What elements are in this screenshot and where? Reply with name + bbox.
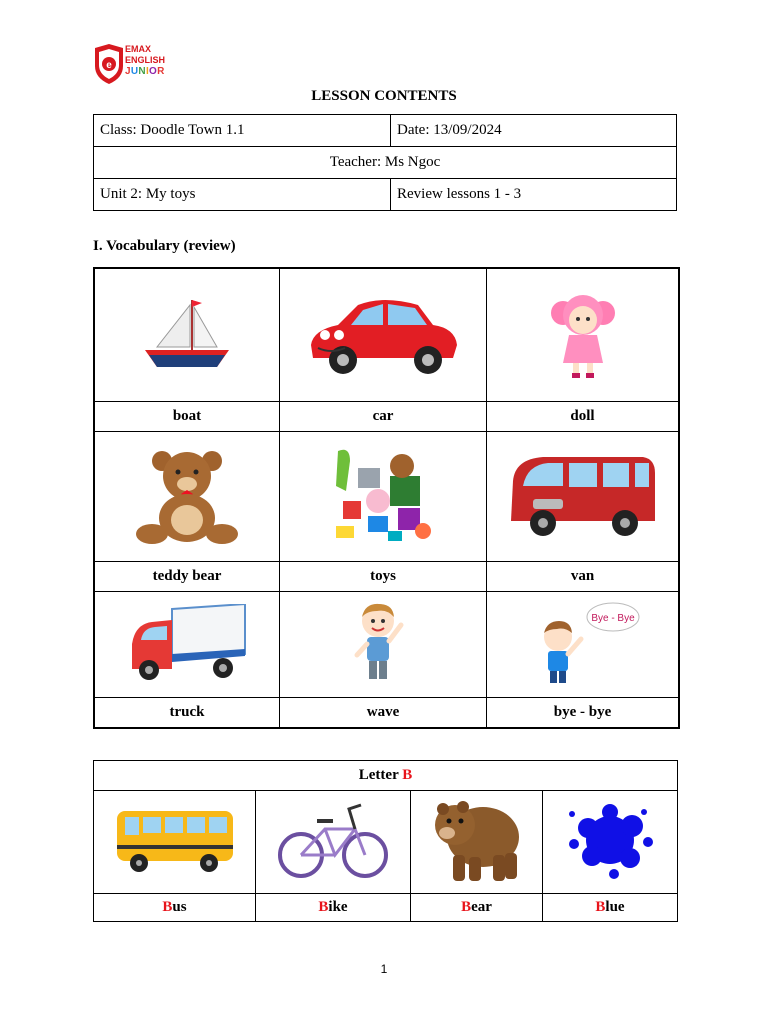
letter-word-first: B <box>595 899 606 915</box>
section-heading: I. Vocabulary (review) <box>93 238 236 254</box>
letter-image-cell <box>256 791 411 894</box>
vocab-word: doll <box>487 401 680 431</box>
letter-image-cell <box>543 791 678 894</box>
wave-icon <box>343 599 423 689</box>
bye-bye-icon <box>523 599 643 689</box>
vocab-word: wave <box>280 697 487 728</box>
vocab-word: teddy bear <box>94 561 280 591</box>
date-cell: Date: 13/09/2024 <box>391 115 677 147</box>
vocab-image-cell <box>280 591 487 697</box>
vocab-word: truck <box>94 697 280 728</box>
bike-icon <box>277 799 389 881</box>
letter-word-rest: ike <box>328 899 348 915</box>
letter-word-rest: ear <box>471 899 492 915</box>
letter-word-first: B <box>461 899 472 915</box>
vocab-image-cell <box>280 431 487 561</box>
vocab-image-cell <box>487 591 680 697</box>
letter-image-cell <box>411 791 543 894</box>
vocabulary-table <box>93 267 680 729</box>
letter-word-rest: us <box>172 899 187 915</box>
van-icon <box>503 451 663 541</box>
lesson-info-table <box>93 114 677 211</box>
boat-icon <box>137 295 237 375</box>
letter-word-blue <box>543 894 678 922</box>
logo-line-3: JUNIOR <box>125 66 165 77</box>
vocab-image-cell <box>94 591 280 697</box>
toys-icon <box>328 446 438 546</box>
letter-word-bike <box>256 894 411 922</box>
vocab-word: bye - bye <box>487 697 680 728</box>
vocab-word: toys <box>280 561 487 591</box>
letter-word-first: B <box>318 899 329 915</box>
vocab-image-cell <box>94 431 280 561</box>
page-number: 1 <box>380 962 388 976</box>
svg-text:e: e <box>106 60 112 71</box>
letter-word-bear <box>411 894 543 922</box>
vocab-image-cell <box>487 268 680 401</box>
vocab-image-cell <box>94 268 280 401</box>
teacher-cell: Teacher: Ms Ngoc <box>94 147 677 179</box>
logo-line-1: EMAX <box>125 44 152 54</box>
blue-splash-icon <box>562 798 658 882</box>
letter-image-cell <box>94 791 256 894</box>
review-cell: Review lessons 1 - 3 <box>391 179 677 211</box>
car-icon <box>303 290 463 380</box>
letter-word-rest: lue <box>605 899 625 915</box>
letter-table <box>93 760 678 922</box>
unit-cell: Unit 2: My toys <box>94 179 391 211</box>
class-cell: Class: Doodle Town 1.1 <box>94 115 391 147</box>
letter-heading <box>94 761 678 791</box>
doll-icon <box>533 285 633 385</box>
bus-icon <box>113 805 237 875</box>
vocab-image-cell <box>487 431 680 561</box>
letter-heading-letter: B <box>402 767 413 783</box>
page-title: LESSON CONTENTS <box>311 88 457 104</box>
bye-bubble-text: Bye - Bye <box>590 613 635 624</box>
letter-heading-prefix: Letter <box>358 767 403 783</box>
truck-icon <box>127 604 247 684</box>
vocab-word: van <box>487 561 680 591</box>
letter-word-bus <box>94 894 256 922</box>
emax-logo <box>93 44 183 86</box>
vocab-word: car <box>280 401 487 431</box>
logo-line-2: ENGLISH <box>125 55 166 65</box>
shield-logo-icon <box>93 44 125 84</box>
letter-word-first: B <box>162 899 173 915</box>
vocab-image-cell <box>280 268 487 401</box>
vocab-word: boat <box>94 401 280 431</box>
bear-icon <box>431 795 523 885</box>
teddy-bear-icon <box>132 446 242 546</box>
